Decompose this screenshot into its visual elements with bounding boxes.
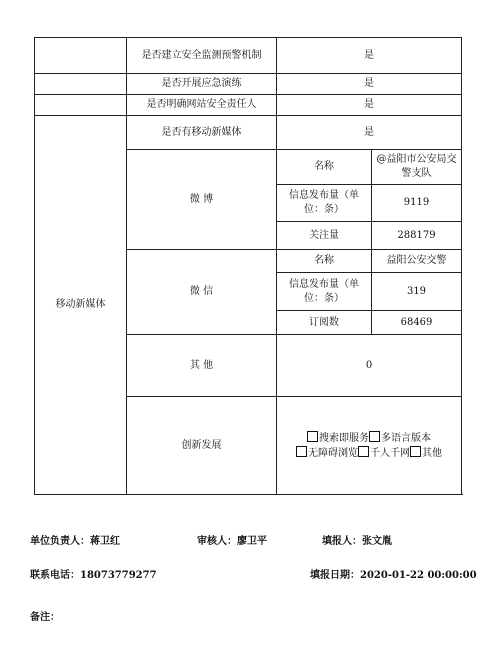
filler: 填报人：张文胤	[322, 536, 392, 547]
unit-head: 单位负责人：蒋卫红	[30, 536, 120, 547]
wechat-subscribers-value: 68469	[372, 311, 462, 335]
weibo-count-label: 信息发布量（单位：条）	[277, 185, 372, 222]
checkbox-icon[interactable]	[410, 446, 421, 457]
mobile-media-section-label: 移动新媒体	[35, 116, 127, 495]
reviewer: 审核人：廖卫平	[197, 536, 267, 547]
monitoring-label: 是否建立安全监测预警机制	[127, 38, 277, 74]
option-other[interactable]: 其他	[410, 448, 442, 459]
checkbox-icon[interactable]	[307, 431, 318, 442]
wechat-count-label: 信息发布量（单位：条）	[277, 273, 372, 311]
responsible-label: 是否明确网站安全责任人	[127, 95, 277, 116]
weibo-label: 微 博	[127, 150, 277, 250]
left-spacer-cell	[35, 38, 127, 74]
report-table	[34, 37, 462, 495]
other-media-label: 其 他	[127, 335, 277, 397]
contact-phone: 联系电话：18073779277	[30, 570, 157, 581]
wechat-count-value: 319	[372, 273, 462, 311]
option-search-as-service[interactable]: 搜索即服务	[307, 433, 369, 444]
drill-value: 是	[277, 74, 462, 95]
has-media-value: 是	[277, 116, 462, 150]
checkbox-icon[interactable]	[369, 431, 380, 442]
checkbox-icon[interactable]	[358, 446, 369, 457]
left-spacer-cell	[35, 74, 127, 95]
monitoring-value: 是	[277, 38, 462, 74]
remarks: 备注：	[30, 612, 60, 623]
other-media-value: 0	[277, 335, 462, 397]
drill-label: 是否开展应急演练	[127, 74, 277, 95]
weibo-count-value: 9119	[372, 185, 462, 222]
has-media-label: 是否有移动新媒体	[127, 116, 277, 150]
option-accessibility[interactable]: 无障碍浏览	[296, 448, 358, 459]
checkbox-icon[interactable]	[296, 446, 307, 457]
report-date: 填报日期：2020-01-22 00:00:00	[310, 570, 477, 581]
weibo-name-label: 名称	[277, 150, 372, 185]
innovation-label: 创新发展	[127, 397, 277, 495]
wechat-subscribers-label: 订阅数	[277, 311, 372, 335]
innovation-options	[277, 397, 462, 495]
wechat-name-value: 益阳公安交警	[372, 250, 462, 273]
option-personalized[interactable]: 千人千网	[358, 448, 410, 459]
responsible-value: 是	[277, 95, 462, 116]
weibo-followers-label: 关注量	[277, 222, 372, 250]
wechat-name-label: 名称	[277, 250, 372, 273]
weibo-name-value: @益阳市公安局交警支队	[372, 150, 462, 185]
weibo-followers-value: 288179	[372, 222, 462, 250]
left-spacer-cell	[35, 95, 127, 116]
option-multilingual[interactable]: 多语言版本	[369, 433, 431, 444]
wechat-label: 微 信	[127, 250, 277, 335]
